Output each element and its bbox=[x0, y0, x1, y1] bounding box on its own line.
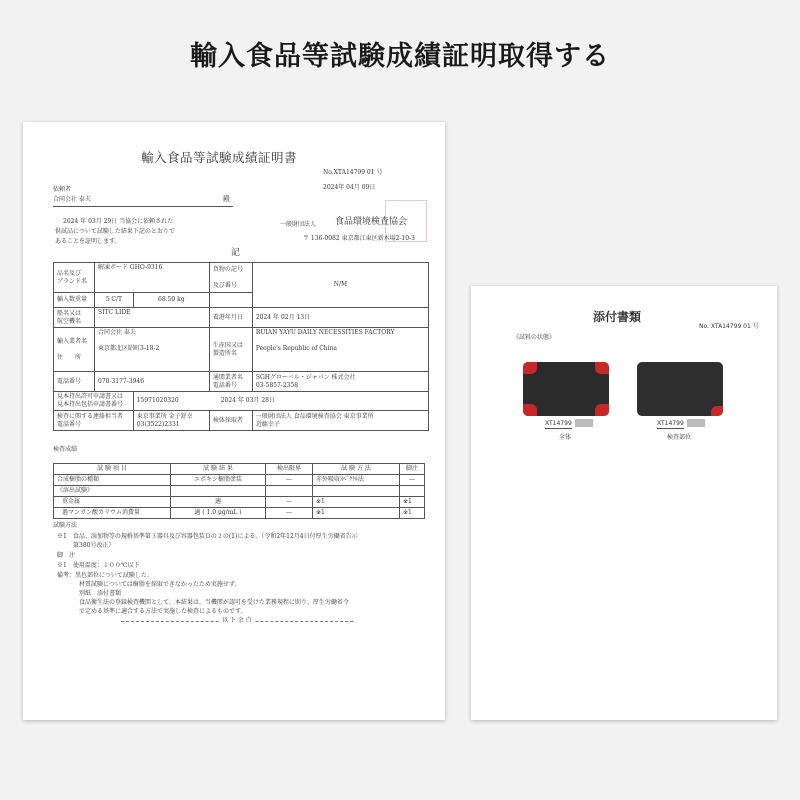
sample-photo-inspected bbox=[637, 362, 723, 416]
result-note bbox=[400, 486, 425, 497]
method-line-1: ※1 食品、添加物等の規格基準第３器具及び容器包装Ｄの２の(1)による。（令和2年12月4日付厚生労働省告示 bbox=[57, 533, 358, 540]
product-label: 品名及び ブランド名 bbox=[54, 263, 95, 293]
quantity-label: 輸入数重量 bbox=[54, 293, 95, 308]
results-header-item: 試 験 項 目 bbox=[54, 464, 171, 475]
results-row bbox=[54, 486, 425, 497]
inquiry-label: 検査に関する連絡担当者 電話番号 bbox=[54, 411, 134, 431]
results-row bbox=[54, 497, 425, 508]
end-mark: 以 下 余 白 bbox=[219, 617, 255, 625]
permit-value: 15971020320 2024 年 03月 28日 bbox=[133, 392, 428, 411]
remarks-line-1: 備考：黒色部位について試験した。 bbox=[57, 572, 153, 579]
remarks-line-3: 別紙 添付書類 bbox=[79, 590, 122, 597]
result-value bbox=[171, 486, 266, 497]
importer-label: 輸入業者名 住 所 bbox=[54, 328, 95, 372]
result-item: 合成樹脂の種類 bbox=[54, 475, 171, 486]
phone-label: 電話番号 bbox=[54, 372, 95, 392]
result-limit: --- bbox=[266, 497, 313, 508]
result-note: ※1 bbox=[400, 497, 425, 508]
results-row bbox=[54, 508, 425, 519]
certificate-title: 輸入食品等試験成績証明書 bbox=[141, 150, 298, 165]
sample-caption-2: 検査部位 bbox=[667, 434, 692, 441]
org-address: 〒 136-0082 東京都江東区新木場2-10-3 bbox=[303, 235, 415, 242]
arrival-value: 2024 年 02月 13日 bbox=[252, 308, 428, 328]
permit-label: 見本持出許可申請書又は 見本持出包括申請書番号 bbox=[54, 392, 134, 411]
intro-line-2: 供試品について試験した結果下記のとおりで bbox=[55, 228, 175, 235]
sampler-value: 一般財団法人 食品環境検査協会 東京事業所 近藤幸子 bbox=[252, 411, 428, 431]
result-item: 《溶出試験》 bbox=[54, 486, 171, 497]
quantity-value-2: 68.50 kg bbox=[133, 293, 209, 308]
sample-state-label: 《試料の状態》 bbox=[513, 334, 556, 341]
sampler-label: 検体採取者 bbox=[209, 411, 252, 431]
result-method: ※1 bbox=[313, 508, 400, 519]
results-row bbox=[54, 475, 425, 486]
intro-line-1: 2024 年 03月 29日 当協会に依頼された bbox=[63, 218, 174, 225]
product-value: 解凍ボード GHO-9316 bbox=[95, 263, 210, 293]
method-label: 試験方法 bbox=[53, 522, 78, 529]
quantity-value-1: 5 C/T bbox=[95, 293, 134, 308]
footnote-label: 脚 注 bbox=[57, 552, 76, 559]
org-name: 食品環境検査協会 bbox=[335, 217, 408, 227]
cargo-label-blank bbox=[209, 293, 252, 308]
inquiry-value: 東京事業所 金子舒幸 03(3522)2331 bbox=[133, 411, 209, 431]
import-info-table bbox=[53, 262, 429, 431]
honorific: 殿 bbox=[223, 195, 230, 203]
intro-line-3: あることを証明します。 bbox=[55, 238, 121, 245]
results-table bbox=[53, 463, 425, 519]
agent-value: SGHグローバル・ジャパン 株式会社 03-5857-2358 bbox=[252, 372, 428, 392]
issue-date: 2024年 04月 09日 bbox=[323, 184, 376, 191]
result-limit bbox=[266, 486, 313, 497]
remarks-line-5: で定める基準に適合する方法で実施した検査によるものです。 bbox=[79, 608, 247, 615]
arrival-label: 着港年月日 bbox=[209, 308, 252, 328]
org-type: 一般財団法人 bbox=[280, 221, 317, 228]
result-method: ※1 bbox=[313, 497, 400, 508]
results-label: 検査成績 bbox=[53, 446, 78, 453]
cargo-value: N/M bbox=[252, 263, 428, 308]
redacted-block-2 bbox=[687, 419, 705, 427]
footnote-line-1: ※1 使用温度：１００℃以下 bbox=[57, 562, 140, 569]
certificate-number: No.XTA14799 01 号 bbox=[323, 169, 383, 176]
redacted-block-1 bbox=[575, 419, 593, 427]
result-limit: --- bbox=[266, 475, 313, 486]
result-item: 重金属 bbox=[54, 497, 171, 508]
maker-label: 生産国又は 製造所名 bbox=[209, 328, 252, 372]
result-value: エポキシ樹脂塗装 bbox=[171, 475, 266, 486]
recipient-underline bbox=[53, 206, 233, 207]
phone-value: 070-3177-3946 bbox=[95, 372, 210, 392]
ship-label: 船名又は 航空機名 bbox=[54, 308, 95, 328]
result-method bbox=[313, 486, 400, 497]
agent-label: 通関業者名 電話番号 bbox=[209, 372, 252, 392]
method-line-2: 第380号改正） bbox=[73, 542, 115, 549]
results-header-limit: 検出限界 bbox=[266, 464, 313, 475]
recipient-label: 依頼者 bbox=[53, 186, 72, 193]
results-header-method: 試 験 方 法 bbox=[313, 464, 400, 475]
recipient-name: 合同会社 泰夫 bbox=[53, 196, 91, 203]
attachment-document bbox=[471, 286, 777, 720]
remarks-line-2: 材質試験については樹脂を採取できなかったため実施せず。 bbox=[79, 581, 241, 588]
certificate-document bbox=[23, 122, 445, 720]
importer-value: 合同会社 泰夫 東京都北区昭町3-18-2 bbox=[95, 328, 210, 372]
maker-value: RUIAN YAYU DAILY NECESSITIES FACTORY People's Republic of China bbox=[252, 328, 428, 372]
attachment-cert-number: No. XTA14799 01 号 bbox=[699, 323, 759, 330]
ship-value: SITC LIDE bbox=[95, 308, 210, 328]
remarks-line-4: 食品衛生法の登録検査機関として、本結果は、当機関が認可を受けた業務規程に則り、厚生労働省令 bbox=[79, 599, 349, 606]
results-header-note: 脚注 bbox=[400, 464, 425, 475]
ki-mark: 記 bbox=[231, 248, 241, 258]
results-header-result: 試 験 結 果 bbox=[171, 464, 266, 475]
result-item: 過マンガン酸カリウム消費量 bbox=[54, 508, 171, 519]
cargo-label: 貨物の記号 及び番号 bbox=[209, 263, 252, 293]
sample-label-2: XT14799 bbox=[657, 420, 684, 427]
result-note: ※1 bbox=[400, 508, 425, 519]
page-headline: 輸入食品等試験成績証明取得する bbox=[190, 41, 610, 72]
attachment-title: 添付書類 bbox=[593, 310, 642, 324]
sample-caption-1: 全体 bbox=[559, 434, 572, 441]
result-limit: --- bbox=[266, 508, 313, 519]
result-method: 赤外吸収ｽﾍﾟｸﾄﾙ法 bbox=[313, 475, 400, 486]
result-value: 適 bbox=[171, 497, 266, 508]
sample-photo-whole bbox=[523, 362, 609, 416]
result-note: --- bbox=[400, 475, 425, 486]
sample-label-1: XT14799 bbox=[545, 420, 572, 427]
result-value: 適 ( 1.0 μg/mL ) bbox=[171, 508, 266, 519]
